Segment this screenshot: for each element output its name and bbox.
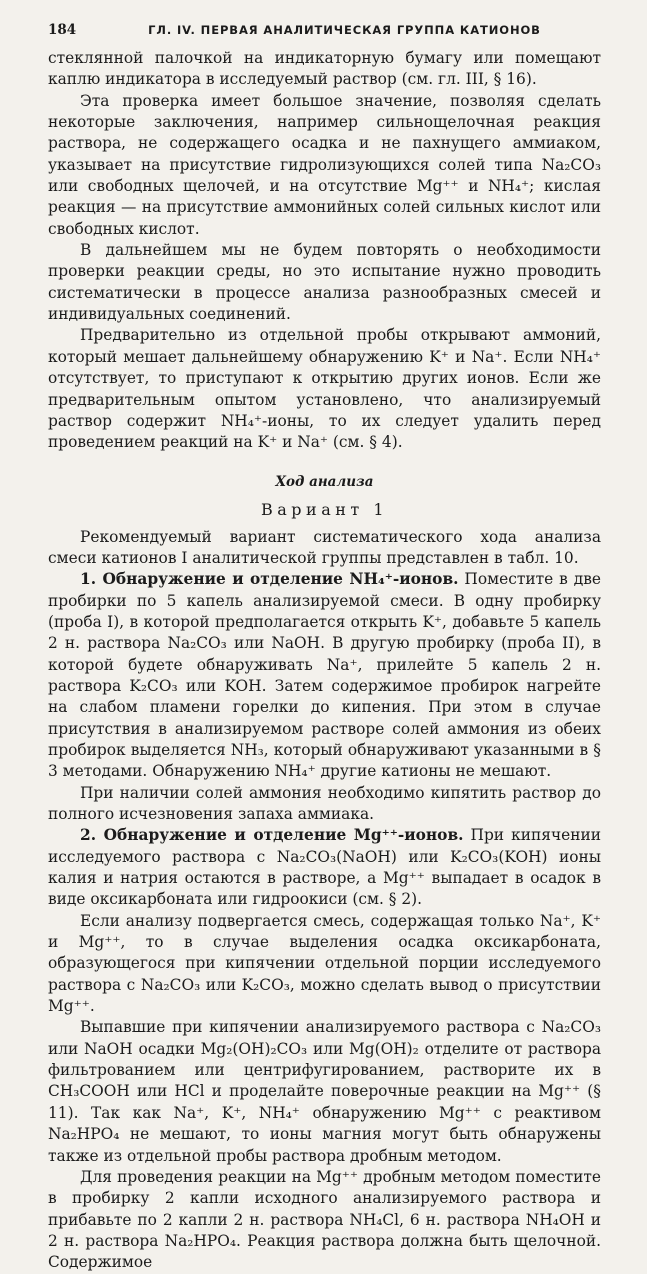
paragraph: Для проведения реакции на Mg⁺⁺ дробным методом поместите в пробирку 2 капли исходного анализируемого раствора и прибавьте по 2 капли 2 н. раствора NH₄Cl, 6 н. раствора NH₄OH и 2 н. раствора Na₂HPO₄. Реакция раствора должна быть щелочной. Содержимое — [48, 1167, 601, 1272]
step-text: При кипячении исследуемого раствора с Na₂CO₃(NaOH) или K₂CO₃(KOH) ионы калия и натрия остаются в растворе, а Mg⁺⁺ выпадает в осадок в виде оксикарбоната или гидроокиси (см. § 2). — [48, 826, 602, 909]
paragraph: Если анализу подвергается смесь, содержащая только Na⁺, K⁺ и Mg⁺⁺, то в случае выделения осадка оксикарбоната, образующегося при кипячении отдельной порции исследуемого раствора с Na₂CO₃ или K₂CO₃, можно сделать вывод о присутствии Mg⁺⁺. — [48, 911, 601, 1016]
variant-heading: Вариант 1 — [260, 499, 389, 519]
step-heading: 1. Обнаружение и отделение NH₄⁺-ионов. — [80, 570, 459, 589]
paragraph: Эта проверка имеет большое значение, позволяя сделать некоторые заключения, например сильнощелочная реакция раствора, не содержащего осадка и не пахнущего аммиаком, указывает на присутствие гидролизующихся солей типа Na₂CO₃ или свободных щелочей, и на отсутствие Mg⁺⁺ и NH₄⁺; кислая реакция — на присутствие аммонийных солей сильных кислот или свободных кислот. — [48, 91, 601, 238]
paragraph: Предварительно из отдельной пробы открывают аммоний, который мешает дальнейшему обнаружению K⁺ и Na⁺. Если NH₄⁺ отсутствует, то приступают к открытию других ионов. Если же предварительным опытом установлено, что анализируемый раствор содержит NH₄⁺-ионы, то их следует удалить перед проведением реакций на K⁺ и Na⁺ (см. § 4). — [48, 326, 601, 452]
page-header — [48, 22, 601, 48]
step-text: Поместите в две пробирки по 5 капель анализируемой смеси. В одну пробирку (проба I), в которой предполагается открыть K⁺, добавьте 5 капель 2 н. раствора Na₂CO₃ или NaOH. В другую пробирку (проба II), в которой будете обнаруживать Na⁺, прилейте 5 капель 2 н. раствора K₂CO₃ или KOH. Затем содержимое пробирок нагрейте на слабом пламени горелки до кипения. При этом в случае присутствия в анализируемом растворе солей аммония из обеих пробирок выделяется NH₃, который обнаруживают указанными в § 3 методами. Обнаружению NH₄⁺ другие катионы не мешают. — [48, 570, 601, 781]
page-number: 184 — [48, 22, 77, 38]
section-heading: Ход анализа — [275, 473, 374, 490]
paragraph: В дальнейшем мы не будем повторять о необходимости проверки реакции среды, но это испытание нужно проводить систематически в процессе анализа разнообразных смесей и индивидуальных соединений. — [48, 241, 601, 324]
paragraph: Выпавшие при кипячении анализируемого раствора с Na₂CO₃ или NaOH осадки Mg₂(OH)₂CO₃ или Mg(OH)₂ отделите от раствора фильтрованием или центрифугированием, растворите их в CH₃COOH или HCl и проделайте поверочные реакции на Mg⁺⁺ (§ 11). Так как Na⁺, K⁺, NH₄⁺ обнаружению Mg⁺⁺ с реактивом Na₂HPO₄ не мешают, то ионы магния могут быть обнаружены также из отдельной пробы раствора дробным методом. — [48, 1018, 601, 1165]
step-paragraph — [48, 825, 601, 910]
running-title: ГЛ. IV. ПЕРВАЯ АНАЛИТИЧЕСКАЯ ГРУППА КАТИОНОВ — [148, 23, 541, 37]
step-heading: 2. Обнаружение и отделение Mg⁺⁺-ионов. — [80, 826, 464, 845]
page-body — [48, 48, 601, 1274]
paragraph: стеклянной палочкой на индикаторную бумагу или помещают каплю индикатора в исследуемый раствор (см. гл. III, § 16). — [48, 49, 601, 89]
paragraph: При наличии солей аммония необходимо кипятить раствор до полного исчезновения запаха аммиака. — [48, 783, 601, 823]
step-paragraph — [48, 569, 601, 782]
paragraph: Рекомендуемый вариант систематического хода анализа смеси катионов I аналитической группы представлен в табл. 10. — [48, 527, 601, 567]
